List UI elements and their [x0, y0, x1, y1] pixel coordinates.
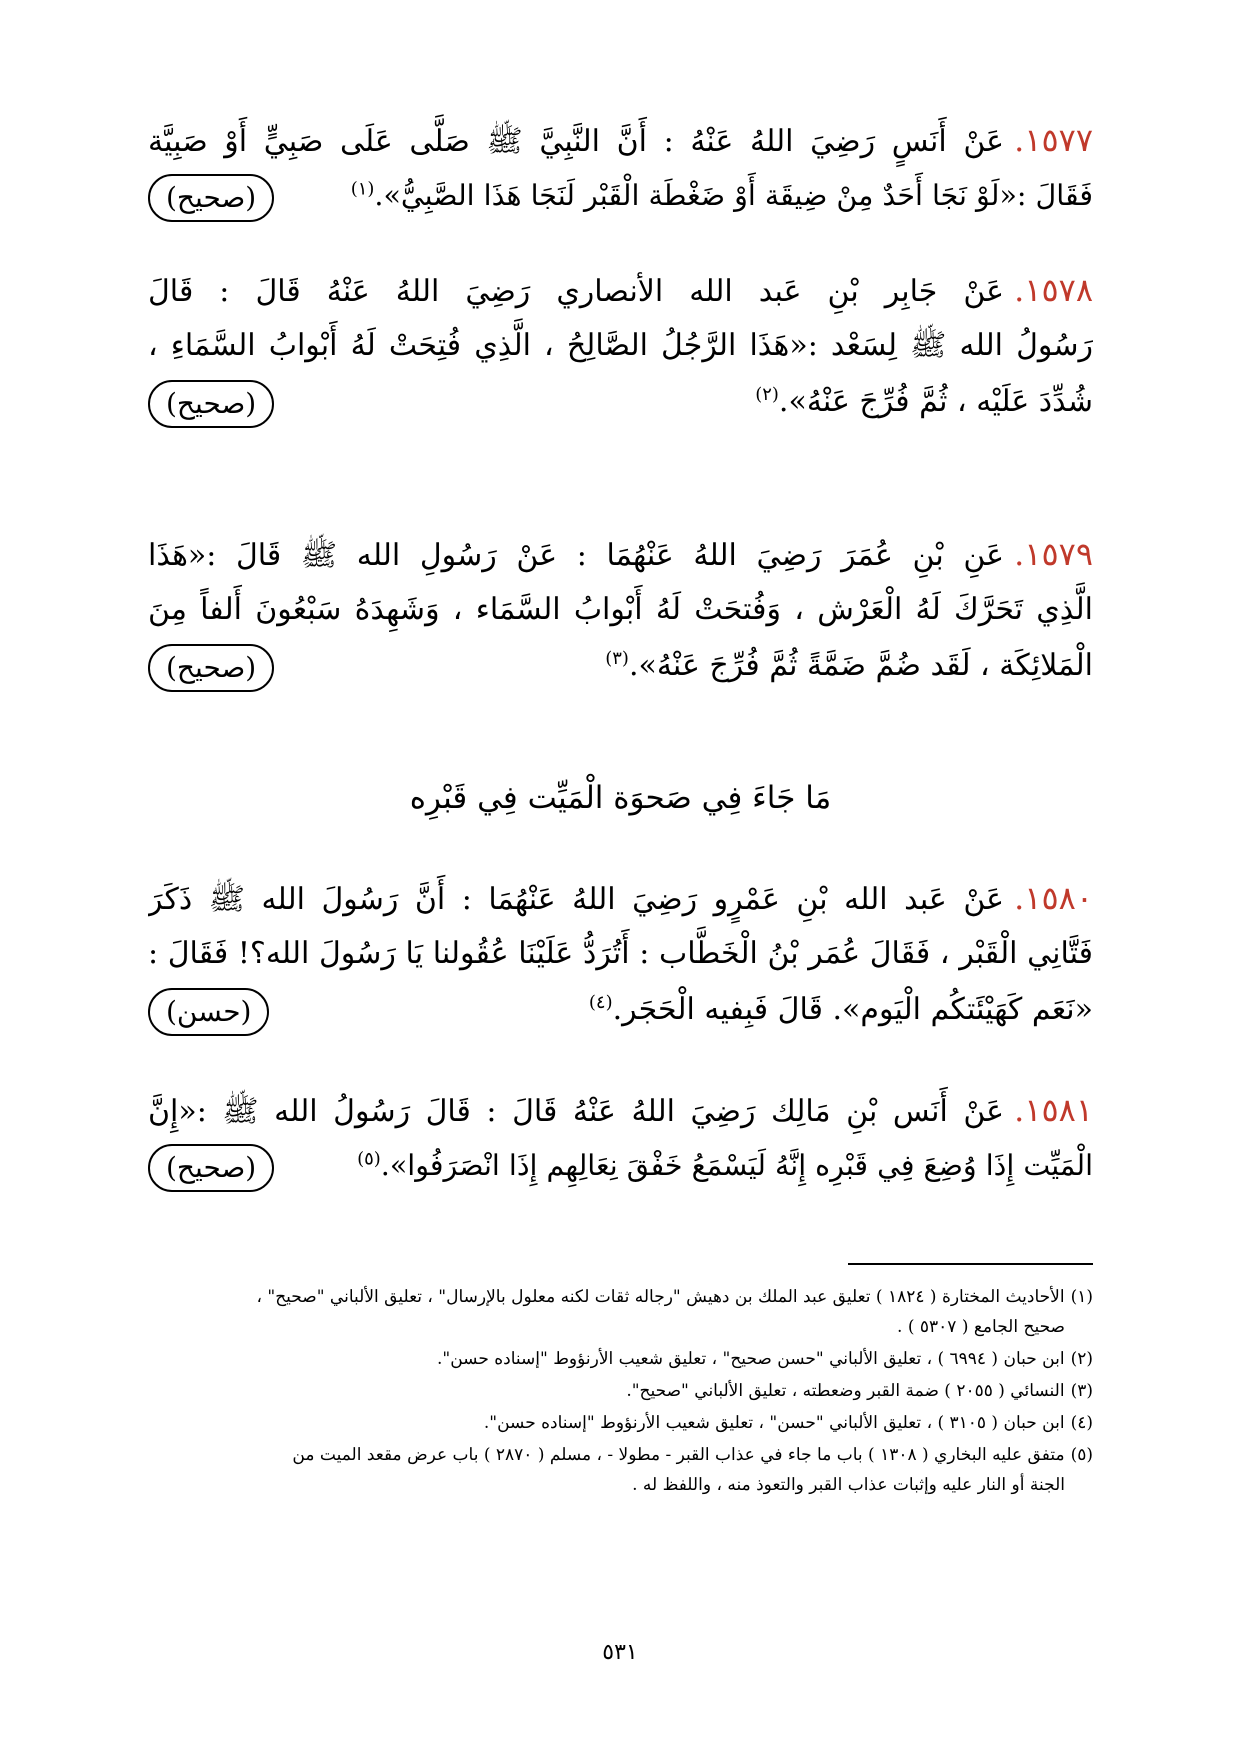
hadith-text: الَّذِي تَحَرَّكَ لَهُ الْعَرْش ، وَفُتحَتْ لَهُ أَبْوابُ السَّمَاء ، وَشَهِدَهُ سَبْعُونَ أَلفاً مِنَ: [148, 592, 1093, 627]
hadith-line: [148, 526, 1093, 582]
hadith-text: عَنِ بْنِ عُمَرَ رَضِيَ اللهُ عَنْهُمَا : عَنْ رَسُولِ الله ﷺ قَالَ :«هَذَا: [148, 538, 1005, 573]
grade-badge: [148, 644, 274, 692]
hadith-text: عَنْ عَبد الله بْنِ عَمْرٍو رَضِيَ اللهُ عَنْهُمَا : أَنَّ رَسُولَ الله ﷺ ذَكَرَ: [148, 882, 1005, 917]
footnote-2: [148, 1344, 1093, 1374]
footnote-ref: (٣): [605, 648, 629, 669]
footnote-text-cont: صحيح الجامع ( ٥٣٠٧ ) .: [897, 1317, 1065, 1337]
hadith-line: [148, 374, 1093, 430]
hadith-text-end: [605, 638, 1093, 694]
footnote-separator: [848, 1263, 1093, 1265]
footnote-text-cont: الجنة أو النار عليه وإثبات عذاب القبر والتعوذ منه ، واللفظ له .: [632, 1475, 1065, 1495]
grade-badge: [148, 1144, 274, 1192]
hadith-line: [148, 262, 1093, 318]
hadith-text-end: [755, 374, 1093, 430]
hadith-number: ١٥٧٨.: [1014, 271, 1093, 309]
hadith-number: ١٥٧٩.: [1014, 535, 1093, 573]
hadith-number: ١٥٨٠.: [1014, 879, 1093, 917]
hadith-number: ١٥٧٧.: [1014, 121, 1093, 159]
hadith-line: [148, 1138, 1093, 1194]
footnote-1: [148, 1282, 1093, 1342]
footnote-text: ابن حبان ( ٣١٠٥ ) ، تعليق الألباني "حسن" ، تعليق شعيب الأرنؤوط "إسناده حسن".: [483, 1413, 1065, 1433]
hadith-text-end: [589, 982, 1093, 1038]
hadith-line: [148, 1082, 1093, 1138]
hadith-line: [148, 582, 1093, 638]
hadith-line: [148, 318, 1093, 374]
hadith-text: عَنْ أَنَسٍ رَضِيَ اللهُ عَنْهُ : أَنَّ النَّبِيَّ ﷺ صَلَّى عَلَى صَبِيٍّ أَوْ صَبِيَّة: [148, 124, 1005, 159]
section-title: مَا جَاءَ فِي صَحوَة الْمَيِّت فِي قَبْرِه: [409, 780, 832, 816]
hadith-text: الْمَلائِكَة ، لَقَد ضُمَّ ضَمَّةً ثُمَّ فُرِّجَ عَنْهُ».: [628, 648, 1093, 683]
footnote-number: (٣): [1070, 1381, 1093, 1401]
hadith-text: فَتَّانِي الْقَبْر ، فَقَالَ عُمَر بْنُ الْخَطَّاب : أَتُرَدُّ عَلَيْنَا عُقُولنا يَا رَسُولَ الله؟! فَقَالَ :: [148, 936, 1093, 971]
footnote-number: (٤): [1070, 1413, 1093, 1433]
footnote-ref: (٤): [588, 992, 613, 1013]
hadith-text-end: [351, 168, 1093, 224]
footnote-number: (١): [1070, 1287, 1093, 1307]
footnote-4: [148, 1408, 1093, 1438]
hadith-1580: [148, 870, 1093, 1038]
page-number: ٥٣١: [602, 1640, 638, 1665]
footnote-ref: (٢): [755, 384, 779, 405]
footnotes: [148, 1282, 1093, 1502]
footnote-text: الأحاديث المختارة ( ١٨٢٤ ) تعليق عبد الملك بن دهيش "رجاله ثقات لكنه معلول بالإرسال" ، تعليق الألباني "صحيح" ،: [256, 1287, 1065, 1307]
footnote-ref: (٥): [357, 1148, 381, 1170]
hadith-text: رَسُولُ الله ﷺ لِسَعْد :«هَذَا الرَّجُلُ الصَّالِحُ ، الَّذِي فُتِحَتْ لَهُ أَبْوابُ السَّمَاءِ ،: [148, 328, 1093, 363]
hadith-text: الْمَيِّت إِذَا وُضِعَ فِي قَبْرِه إِنَّهُ لَيَسْمَعُ خَفْقَ نِعَالِهِم إِذَا انْصَرَفُوا».: [380, 1149, 1093, 1182]
footnote-3: [148, 1376, 1093, 1406]
hadith-text: فَقَالَ :«لَوْ نَجَا أَحَدٌ مِنْ ضِيقَة أَوْ ضَغْطَة الْقَبْر لَنَجَا هَذَا الصَّبِيُّ».: [374, 179, 1093, 212]
grade-label: (صحيح): [166, 387, 257, 420]
hadith-text: عَنْ أَنَس بْنِ مَالِك رَضِيَ اللهُ عَنْهُ قَالَ : قَالَ رَسُولُ الله ﷺ :«إِنَّ: [148, 1094, 1005, 1129]
hadith-1581: [148, 1082, 1093, 1194]
grade-label: (صحيح): [166, 181, 257, 214]
hadith-text: عَنْ جَابِر بْنِ عَبد الله الأنصاري رَضِيَ اللهُ عَنْهُ قَالَ : قَالَ: [148, 274, 1005, 309]
hadith-line: [148, 638, 1093, 694]
grade-label: (صحيح): [166, 1151, 257, 1184]
footnote-text: متفق عليه البخاري ( ١٣٠٨ ) باب ما جاء في عذاب القبر - مطولا - ، مسلم ( ٢٨٧٠ ) باب عرض مقعد الميت من: [292, 1445, 1065, 1465]
hadith-line: [148, 112, 1093, 168]
grade-badge: [148, 988, 269, 1036]
hadith-1579: [148, 526, 1093, 694]
hadith-line: [148, 926, 1093, 982]
grade-label: (صحيح): [166, 651, 257, 684]
hadith-text: «نَعَم كَهَيْئَتكُم الْيَوم». قَالَ فَبِفيه الْحَجَر.: [612, 992, 1093, 1027]
grade-label: (حسن): [166, 995, 252, 1028]
hadith-number: ١٥٨١.: [1014, 1091, 1093, 1129]
grade-badge: [148, 174, 274, 222]
hadith-text-end: [357, 1138, 1093, 1194]
footnote-text: النسائي ( ٢٠٥٥ ) ضمة القبر وضعطته ، تعليق الألباني "صحيح".: [626, 1381, 1065, 1401]
grade-badge: [148, 380, 274, 428]
footnote-number: (٢): [1070, 1349, 1093, 1369]
hadith-line: [148, 168, 1093, 224]
hadith-line: [148, 870, 1093, 926]
footnote-number: (٥): [1070, 1445, 1093, 1465]
footnote-text: ابن حبان ( ٦٩٩٤ ) ، تعليق الألباني "حسن صحيح" ، تعليق شعيب الأرنؤوط "إسناده حسن".: [436, 1349, 1065, 1369]
hadith-text: شُدِّدَ عَلَيْه ، ثُمَّ فُرِّجَ عَنْهُ».: [778, 384, 1093, 419]
hadith-1577: [148, 112, 1093, 224]
footnote-ref: (١): [350, 178, 375, 200]
hadith-line: [148, 982, 1093, 1038]
hadith-1578: [148, 262, 1093, 430]
footnote-5: [148, 1440, 1093, 1500]
